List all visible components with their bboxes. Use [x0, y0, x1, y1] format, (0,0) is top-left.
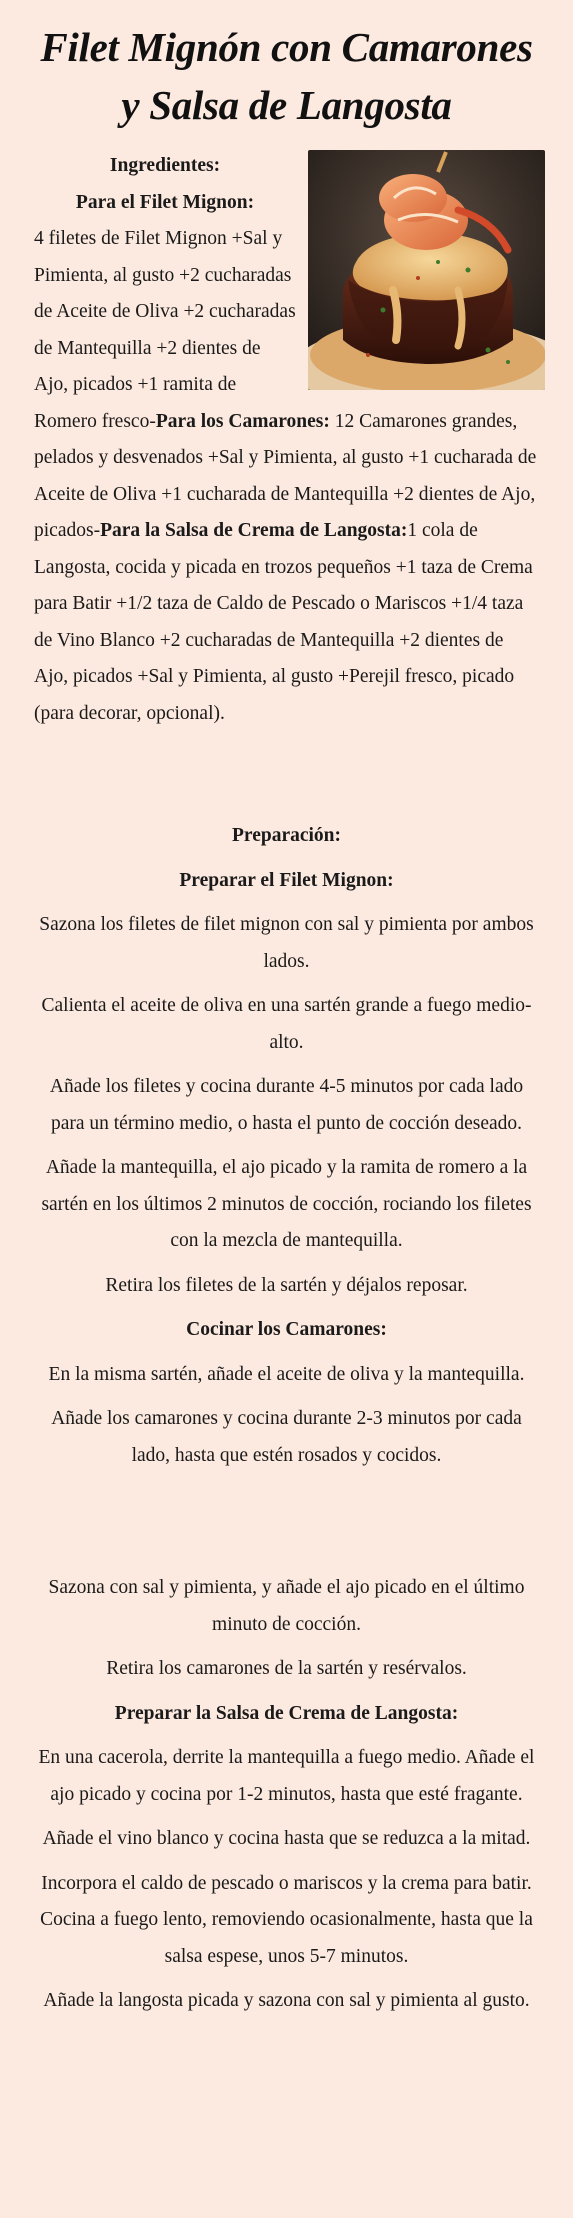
sauce-step: Añade la langosta picada y sazona con sal y pimienta al gusto. [43, 1990, 530, 2011]
section-gap [34, 1482, 539, 1570]
sauce-ingredients-heading: Para la Salsa de Crema de Langosta: [100, 520, 408, 541]
filet-step: Retira los filetes de la sartén y déjalos reposar. [105, 1274, 468, 1296]
shrimp-ingredients-heading: Para los Camarones: [155, 410, 330, 432]
filet-ingredients-heading: Para el Filet Mignon: [75, 191, 255, 213]
recipe-title: Filet Mignón con Camarones y Salsa de Langosta [40, 24, 533, 128]
shrimp-step: Sazona con sal y pimienta, y añade el ajo picado en el último minuto de cocción. [48, 1577, 525, 1635]
sauce-prep-heading: Preparar la Salsa de Crema de Langosta: [114, 1702, 459, 1724]
sauce-ingredients-text: 1 cola de Langosta, cocida y picada en trozos pequeños +1 taza de Crema para Batir +1/2 taza de Caldo de Pescado o Mariscos +1/4 taza de Vino Blanco +2 cucharadas de Mantequilla +2 dientes de Ajo, picados +Sal y Pimienta, al gusto +Perejil fresco, picado (para decorar, opcional). [34, 520, 533, 724]
shrimp-prep-heading: Cocinar los Camarones: [186, 1319, 387, 1340]
preparation-section [34, 818, 539, 2020]
filet-ingredients-text: 4 filetes de Filet Mignon +Sal y Pimienta, al gusto +2 cucharadas de Aceite de Oliva +2 cucharadas de Mantequilla +2 dientes de Ajo, picados +1 ramita de Romero fresco- [34, 228, 296, 432]
filet-step: Calienta el aceite de oliva en una sartén grande a fuego medio-alto. [41, 995, 532, 1053]
filet-prep-heading: Preparar el Filet Mignon: [179, 869, 394, 891]
shrimp-step: Retira los camarones de la sartén y resérvalos. [106, 1658, 467, 1679]
sauce-step: En una cacerola, derrite la mantequilla a fuego medio. Añade el ajo picado y cocina por 1-2 minutos, hasta que esté fragante. [38, 1747, 535, 1805]
ingredients-section [34, 148, 539, 732]
shrimp-step: En la misma sartén, añade el aceite de oliva y la mantequilla. [48, 1363, 525, 1385]
shrimp-step: Añade los camarones y cocina durante 2-3 minutos por cada lado, hasta que estén rosados y cocidos. [51, 1408, 522, 1466]
filet-step: Añade la mantequilla, el ajo picado y la ramita de romero a la sartén en los últimos 2 minutos de cocción, rociando los filetes con la mezcla de mantequilla. [41, 1157, 532, 1251]
filet-step: Añade los filetes y cocina durante 4-5 minutos por cada lado para un término medio, o hasta el punto de cocción deseado. [49, 1076, 524, 1134]
ingredients-heading: Ingredientes: [109, 155, 221, 176]
section-gap [34, 732, 539, 818]
sauce-step: Incorpora el caldo de pescado o mariscos y la crema para batir. Cocina a fuego lento, removiendo ocasionalmente, hasta que la salsa espese, unos 5-7 minutos. [40, 1872, 533, 1967]
filet-step: Sazona los filetes de filet mignon con sal y pimienta por ambos lados. [39, 914, 534, 972]
dish-photo [308, 150, 545, 390]
shrimp-ingredients-text: 12 Camarones grandes, pelados y desvenados +Sal y Pimienta, al gusto +1 cucharada de Aceite de Oliva +1 cucharada de Mantequilla +2 dientes de Ajo, picados- [34, 410, 537, 541]
preparation-heading: Preparación: [231, 825, 342, 846]
sauce-step: Añade el vino blanco y cocina hasta que se reduzca a la mitad. [42, 1828, 531, 1849]
